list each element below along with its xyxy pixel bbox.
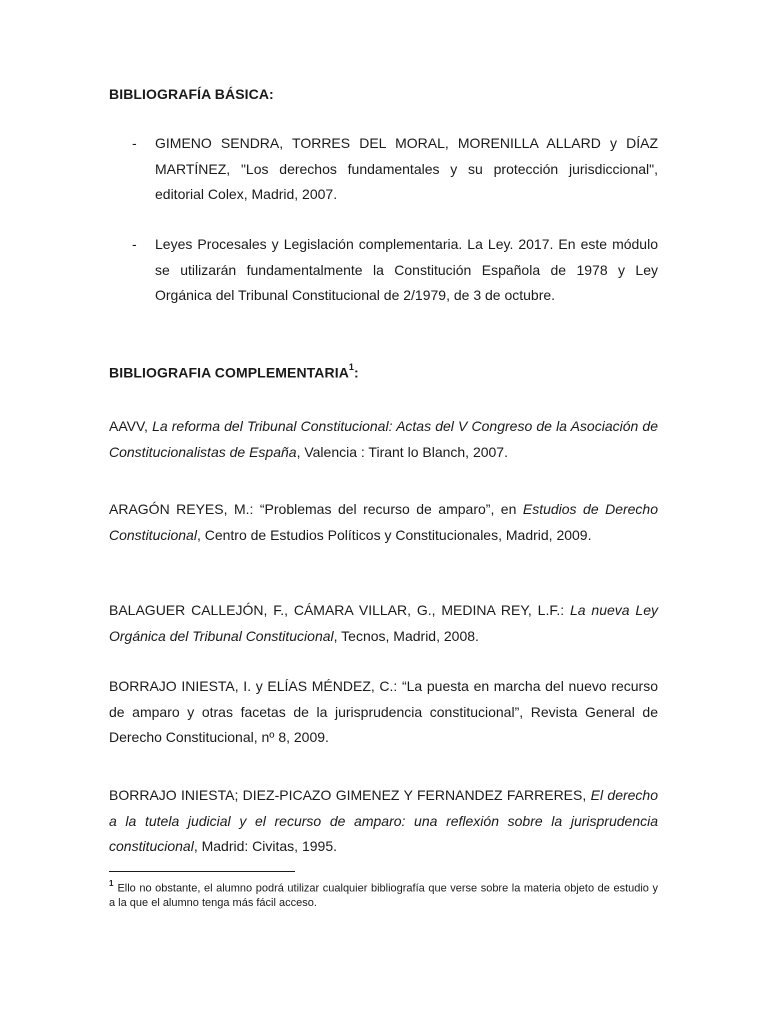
entry-title: El derecho a la tutela judicial y el recurso de amparo: una reflexión sobre la jurisprudencia constitucional (109, 787, 658, 854)
complementary-bibliography-heading (109, 364, 359, 381)
complementary-heading-text: BIBLIOGRAFIA COMPLEMENTARIA (109, 364, 349, 381)
bullet-dash: - (132, 135, 137, 151)
entry-publication: , Centro de Estudios Políticos y Constitucionales, Madrid, 2009. (196, 526, 592, 543)
entry-authors: AAVV, (109, 418, 153, 434)
bibliography-entry-5 (109, 783, 658, 860)
bullet-dash: - (132, 236, 137, 252)
entry-title: La reforma del Tribunal Constitucional: Actas del V Congreso de la Asociación de Constitucionalistas de España (109, 418, 658, 460)
entry-publication: , Tecnos, Madrid, 2008. (333, 627, 479, 644)
footnote-text: Ello no obstante, el alumno podrá utilizar cualquier bibliografía que verse sobre la materia objeto de estudio y a la que el alumno tenga más fácil acceso. (109, 882, 658, 909)
bibliography-entry-1 (109, 414, 658, 465)
basic-item-text: GIMENO SENDRA, TORRES DEL MORAL, MORENILLA ALLARD y DÍAZ MARTÍNEZ, "Los derechos fundamentales y su protección jurisdiccional", editorial Colex, Madrid, 2007. (155, 135, 658, 202)
footnote-reference[interactable]: 1 (348, 362, 355, 372)
basic-item-2 (132, 232, 658, 309)
footnote-marker: 1 (109, 879, 114, 888)
heading-colon: : (354, 364, 359, 381)
basic-item-1 (132, 131, 658, 208)
bibliography-entry-3 (109, 598, 658, 649)
entry-publication: , Valencia : Tirant lo Blanch, 2007. (296, 443, 508, 460)
entry-authors: ARAGÓN REYES, M.: “Problemas del recurso de amparo”, en (109, 501, 523, 517)
footnote (109, 878, 658, 910)
bibliography-entry-2 (109, 497, 658, 548)
entry-title: La nueva Ley Orgánica del Tribunal Constitucional (109, 602, 658, 644)
basic-bibliography-heading (109, 86, 274, 102)
footnote-separator (109, 871, 295, 872)
entry-title: Estudios de Derecho Constitucional (109, 501, 658, 543)
entry-authors: BORRAJO INIESTA; DIEZ-PICAZO GIMENEZ Y FERNANDEZ FARRERES, (109, 787, 591, 803)
basic-heading-text: BIBLIOGRAFÍA BÁSICA: (109, 86, 274, 102)
entry-publication: , Madrid: Civitas, 1995. (193, 838, 337, 854)
basic-item-text: Leyes Procesales y Legislación complementaria. La Ley. 2017. En este módulo se utilizarán fundamentalmente la Constitución Española de 1978 y Ley Orgánica del Tribunal Constitucional de 2/1979, de 3 de octubre. (155, 236, 658, 303)
bibliography-entry-4 (109, 674, 658, 751)
entry-authors: BORRAJO INIESTA, I. y ELÍAS MÉNDEZ, C.: “La puesta en marcha del nuevo recurso de amparo y otras facetas de la jurisprudencia constitucional”, Revista General de Derecho Constitucional, nº 8, 2009. (109, 678, 658, 745)
entry-authors: BALAGUER CALLEJÓN, F., CÁMARA VILLAR, G., MEDINA REY, L.F.: (109, 602, 570, 618)
